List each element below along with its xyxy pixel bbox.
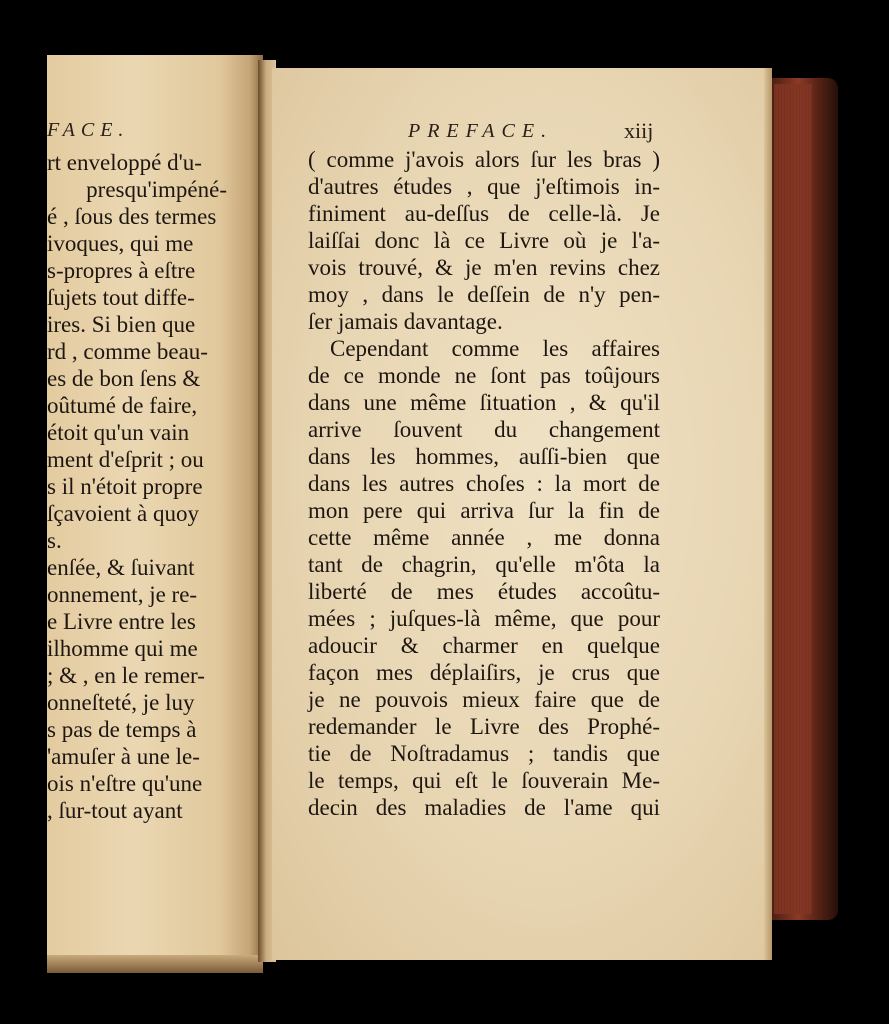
left-line: ires. Si bien que (47, 312, 196, 337)
right-line: le temps, qui eſt le ſouverain Me- (308, 768, 660, 793)
right-line: dans une même ſituation , & qu'il (308, 390, 660, 415)
left-line: ; & , en le remer- (47, 663, 205, 688)
right-line: moy , dans le deſſein de n'y pen- (308, 282, 660, 307)
page-number: xiij (624, 118, 654, 143)
left-line: étoit qu'un vain (47, 420, 190, 445)
left-line: 'amuſer à une le- (47, 744, 200, 769)
right-page-edge-shadow (764, 68, 772, 960)
right-line: laiſſai donc là ce Livre où je l'a- (308, 228, 660, 253)
right-line: je ne pouvois mieux faire que de (308, 687, 660, 712)
right-line: ſer jamais davantage. (308, 309, 503, 334)
left-line: rt enveloppé d'u- (47, 150, 202, 175)
left-line: s il n'étoit propre (47, 474, 203, 499)
right-line: finiment au-deſſus de celle-là. Je (308, 201, 660, 226)
left-line: s-propres à eſtre (47, 258, 196, 283)
right-line: vois trouvé, & je m'en revins chez (308, 255, 660, 280)
left-page-bottom-shadow (47, 955, 263, 973)
left-line: onnement, je re- (47, 582, 198, 607)
right-line: redemander le Livre des Prophé- (308, 714, 660, 739)
right-line: tie de Noſtradamus ; tandis que (308, 741, 660, 766)
left-page (47, 55, 263, 970)
right-line: decin des maladies de l'ame qui (308, 795, 660, 820)
right-line: de ce monde ne ſont pas toûjours (308, 363, 660, 388)
right-line: tant de chagrin, qu'elle m'ôta la (308, 552, 660, 577)
right-line: cette même année , me donna (308, 525, 660, 550)
left-line: ſçavoient à quoy (47, 501, 200, 526)
left-line: enſée, & ſuivant (47, 555, 195, 580)
right-line: liberté de mes études accoûtu- (308, 579, 660, 604)
left-line: es de bon ſens & (47, 366, 201, 391)
right-line: adoucir & charmer en quelque (308, 633, 660, 658)
left-line: ilhomme qui me (47, 636, 198, 661)
left-page-header: FACE. (47, 119, 130, 141)
left-line: ment d'eſprit ; ou (47, 447, 204, 472)
left-line: ivoques, qui me (47, 231, 194, 256)
right-line: arrive ſouvent du changement (308, 417, 660, 442)
left-line: , ſur-tout ayant (47, 798, 183, 823)
left-line: s. (47, 528, 62, 553)
right-line: mées ; juſques-là même, que pour (308, 606, 660, 631)
page-block-edge (774, 84, 812, 914)
left-line: presqu'impéné- (86, 177, 227, 202)
left-line: e Livre entre les (47, 609, 196, 634)
right-line: d'autres études , que j'eſtimois in- (308, 174, 660, 199)
right-page (272, 68, 770, 960)
right-line: ( comme j'avois alors ſur les bras ) (308, 147, 660, 172)
right-line: dans les autres choſes : la mort de (308, 471, 660, 496)
left-line: ois n'eſtre qu'une (47, 771, 203, 796)
left-page-text (47, 55, 263, 970)
left-line: é , ſous des termes (47, 204, 217, 229)
left-line: s pas de temps à (47, 717, 197, 742)
left-line: ſujets tout diffe- (47, 285, 195, 310)
right-line: façon mes déplaiſirs, je crus que (308, 660, 660, 685)
left-line: oûtumé de faire, (47, 393, 198, 418)
left-line: onneſteté, je luy (47, 690, 195, 715)
left-line: rd , comme beau- (47, 339, 208, 364)
right-line: Cependant comme les affaires (330, 336, 660, 361)
right-line: dans les hommes, auſſi-bien que (308, 444, 660, 469)
right-page-header: PREFACE. (408, 120, 554, 142)
right-line: mon pere qui arriva ſur la fin de (308, 498, 660, 523)
